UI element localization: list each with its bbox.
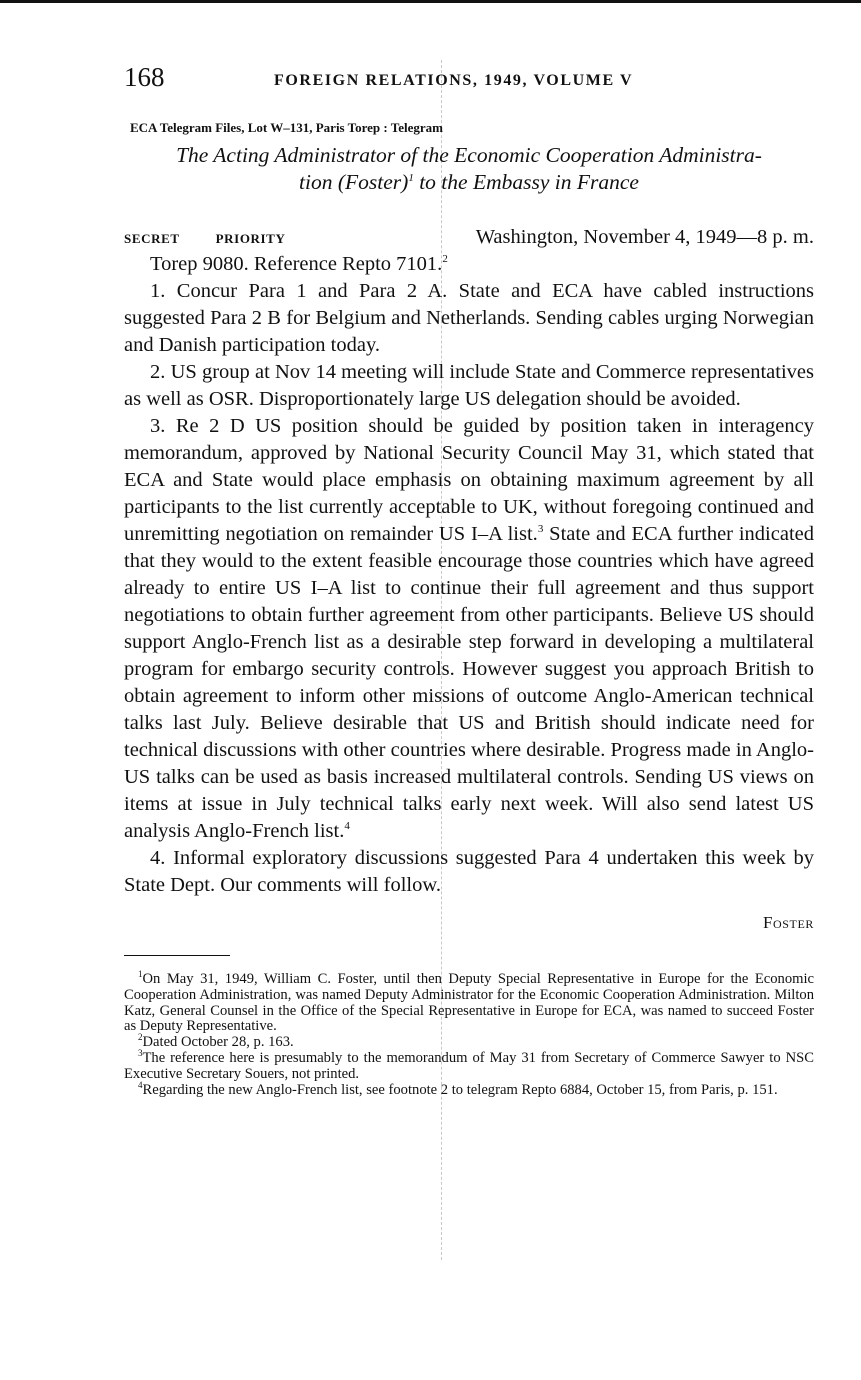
reference-text: Torep 9080. Reference Repto 7101.	[150, 253, 443, 275]
document-title	[124, 142, 814, 196]
footnote-mark: 4	[138, 1079, 143, 1090]
signature	[124, 913, 814, 933]
body-paragraph-4: 4. Informal exploratory discussions suggested Para 4 undertaken this week by State Dept. Our comments will follow.	[124, 847, 814, 896]
footnote-text: Regarding the new Anglo-French list, see footnote 2 to telegram Repto 6884, October 15, from Paris, p. 151.	[142, 1081, 778, 1098]
footnotes	[124, 969, 814, 1098]
signature-text: Foster	[762, 913, 814, 932]
body-paragraph-reference	[124, 251, 814, 278]
footnote-ref-1[interactable]: 1	[408, 171, 414, 184]
running-title: FOREIGN RELATIONS, 1949, VOLUME V	[274, 72, 634, 89]
footnote-mark: 1	[138, 969, 143, 980]
page-number: 168	[124, 62, 165, 92]
top-edge-rule	[0, 0, 861, 3]
footnote-text: On May 31, 1949, William C. Foster, until then Deputy Special Representative in Europe for the Economic Cooperation Administration, was named Deputy Administrator for the Economic Cooperation Administration. Milton Katz, General Counsel in the Office of the Special Representative in Europe for ECA, was named to succeed Foster as Deputy Representative.	[124, 971, 814, 1035]
title-line-2	[124, 169, 814, 196]
dateline-markings	[124, 231, 285, 247]
footnote-ref-2[interactable]: 2	[442, 253, 448, 266]
document-page	[124, 62, 814, 1098]
paragraph-3-part-a: 3. Re 2 D US position should be guided by position taken in interagency memorandum, approved by National Security Council May 31, which stated that ECA and State would place emphasis on obtaining maximum agreement by all participants to the list currently acceptable to UK, without foregoing continued and unremitting negotiation on remainder US I–A list.	[124, 415, 814, 545]
body-paragraph-1: 1. Concur Para 1 and Para 2 A. State and ECA have cabled instructions suggested Para 2 B for Belgium and Netherlands. Sending cables urging Norwegian and Danish participation today.	[124, 280, 814, 356]
place-date: Washington, November 4, 1949—8 p. m.	[475, 226, 814, 248]
telegram-body	[124, 251, 814, 899]
footnote-4	[124, 1079, 814, 1099]
footnote-text: Dated October 28, p. 163.	[142, 1034, 294, 1051]
footnote-ref-4[interactable]: 4	[344, 820, 350, 833]
footnote-2	[124, 1032, 814, 1051]
classification-marking: SECRET	[124, 231, 180, 246]
footnote-ref-3[interactable]: 3	[537, 523, 544, 536]
title-line-1: The Acting Administrator of the Economic Cooperation Administra-	[176, 143, 762, 167]
title-line-2-pre: tion (Foster)	[299, 170, 409, 194]
precedence-marking: PRIORITY	[215, 231, 286, 246]
running-head	[124, 62, 814, 102]
body-paragraph-2: 2. US group at Nov 14 meeting will include State and Commerce representatives as well as OSR. Disproportionately large US delegation should be avoided.	[124, 361, 814, 410]
footnote-3	[124, 1048, 814, 1083]
footnote-mark: 3	[138, 1048, 143, 1059]
footnote-mark: 2	[138, 1032, 143, 1043]
paragraph-3-part-b: State and ECA further indicated that they would to the extent feasible encourage those countries which have agreed already to entire US I–A list to continue their full agreement and thus support negotiations to obtain further agreement from other participants. Believe US should support Anglo-French list as a desirable step forward in developing a multilateral program for embargo security controls. However suggest you approach British to obtain agreement to inform other missions of outcome Anglo-American technical talks last July. Believe desirable that US and British should indicate need for technical discussions with other countries where desirable. Progress made in Anglo-US talks can be used as basis increased multilateral controls. Sending US views on items at issue in July technical talks early next week. Will also send latest US analysis Anglo-French list.	[124, 523, 814, 842]
body-paragraph-3	[124, 413, 814, 845]
dateline	[124, 226, 814, 249]
footnote-rule	[124, 955, 230, 956]
footnote-1	[124, 969, 814, 1035]
footnote-text: The reference here is presumably to the memorandum of May 31 from Secretary of Commerce Sawyer to NSC Executive Secretary Souers, not printed.	[124, 1049, 814, 1082]
title-line-2-post: to the Embassy in France	[413, 170, 639, 194]
source-note: ECA Telegram Files, Lot W–131, Paris Torep : Telegram	[130, 120, 443, 135]
